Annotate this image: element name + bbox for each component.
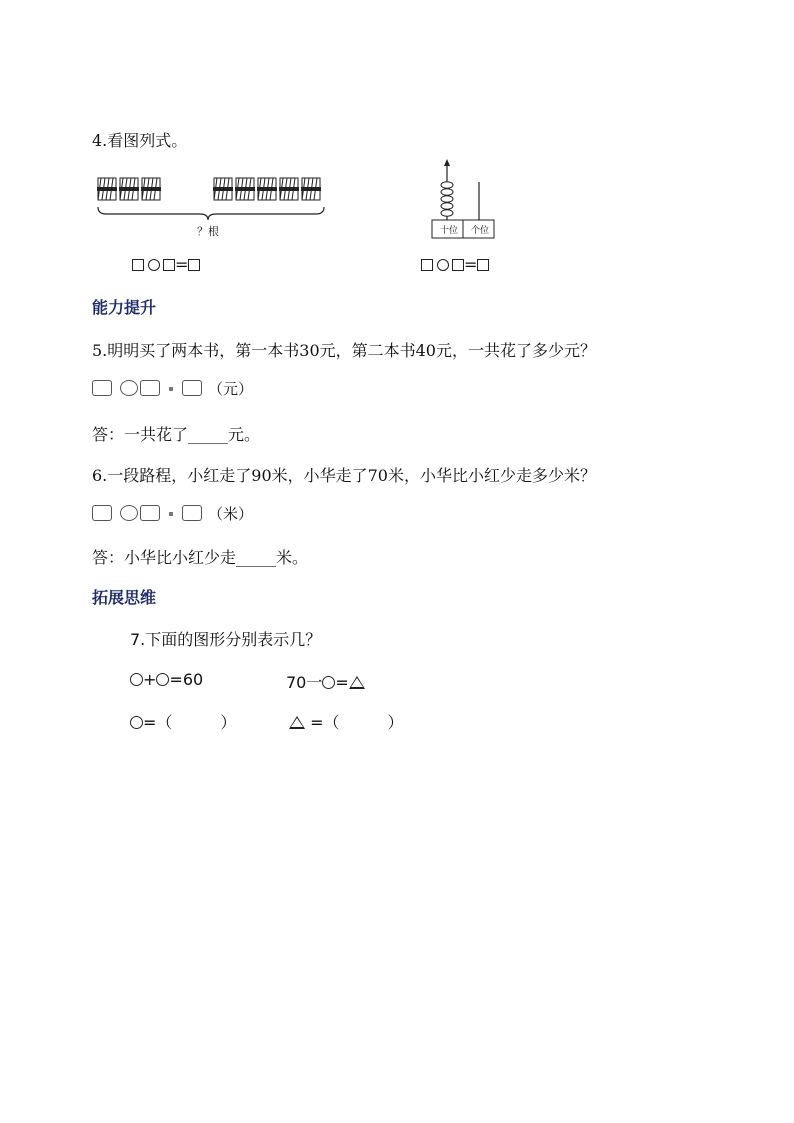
- blank-square[interactable]: [477, 259, 489, 271]
- answer-suffix: 元。: [228, 425, 261, 444]
- unit-label: （米）: [208, 505, 254, 523]
- question-7-text: 7.下面的图形分别表示几？: [130, 630, 322, 649]
- blank-rounded-square[interactable]: [182, 380, 202, 396]
- circle-shape-icon: [156, 673, 169, 686]
- triangle-shape-icon: [289, 716, 305, 729]
- brace-label: ？根: [197, 225, 219, 238]
- bundles-left-group: [97, 178, 161, 200]
- brace: [98, 207, 324, 220]
- answer-suffix: 米。: [276, 548, 309, 567]
- question-5-equation: [92, 378, 253, 399]
- question-7-answer-triangle: [289, 710, 404, 733]
- question-5-answer: [92, 422, 260, 445]
- circle-shape-icon: [130, 673, 143, 686]
- answer-blank[interactable]: =（ ）: [305, 713, 404, 732]
- question-4-title: 4.看图列式。: [92, 131, 188, 150]
- equation-template-left: [132, 255, 200, 274]
- question-7-equation-1: + =60: [130, 670, 203, 689]
- question-6-text: 6.一段路程，小红走了90米，小华走了70米，小华比小红少走多少米？: [92, 466, 596, 485]
- question-7-answer-circle: [130, 710, 236, 733]
- unit-label: （元）: [208, 380, 254, 398]
- question-6-answer: [92, 545, 308, 568]
- blank-circle[interactable]: [148, 259, 160, 271]
- answer-prefix: 答：小华比小红少走: [92, 548, 237, 567]
- equation-template-right: [421, 255, 489, 274]
- abacus-ones-label: 个位: [470, 226, 489, 236]
- blank-square[interactable]: [132, 259, 144, 271]
- abacus-tens-label: 十位: [439, 226, 458, 236]
- blank-square[interactable]: [421, 259, 433, 271]
- circle-shape-icon: [130, 716, 143, 729]
- blank-square[interactable]: [452, 259, 464, 271]
- blank-square[interactable]: [163, 259, 175, 271]
- equals-dot: [169, 512, 173, 516]
- question-5-text: 5.明明买了两本书，第一本书30元，第二本书40元，一共花了多少元？: [92, 341, 596, 360]
- answer-prefix: 答：一共花了: [92, 425, 189, 444]
- blank-rounded-square[interactable]: [182, 505, 202, 521]
- blank-rounded-square[interactable]: [140, 505, 160, 521]
- blank-circle[interactable]: [437, 259, 449, 271]
- blank-square[interactable]: [188, 259, 200, 271]
- triangle-shape-icon: [349, 676, 365, 689]
- answer-blank[interactable]: _____: [188, 425, 229, 444]
- equals-sign: =: [464, 255, 478, 274]
- answer-blank[interactable]: _____: [236, 548, 277, 567]
- blank-rounded-square[interactable]: [140, 380, 160, 396]
- circle-shape-icon: [322, 676, 335, 689]
- equals-dot: [169, 387, 173, 391]
- section-heading-ability: 能力提升: [92, 298, 157, 317]
- equals-sign: =: [175, 255, 189, 274]
- bundles-right-group: [213, 178, 321, 200]
- blank-rounded-square[interactable]: [92, 380, 112, 396]
- blank-oval[interactable]: [120, 380, 138, 396]
- section-heading-extend: 拓展思维: [92, 588, 157, 607]
- blank-rounded-square[interactable]: [92, 505, 112, 521]
- blank-oval[interactable]: [120, 505, 138, 521]
- answer-blank[interactable]: =（ ）: [143, 713, 237, 732]
- question-6-equation: [92, 503, 253, 524]
- question-7-equation-2: 70一 =: [286, 670, 365, 693]
